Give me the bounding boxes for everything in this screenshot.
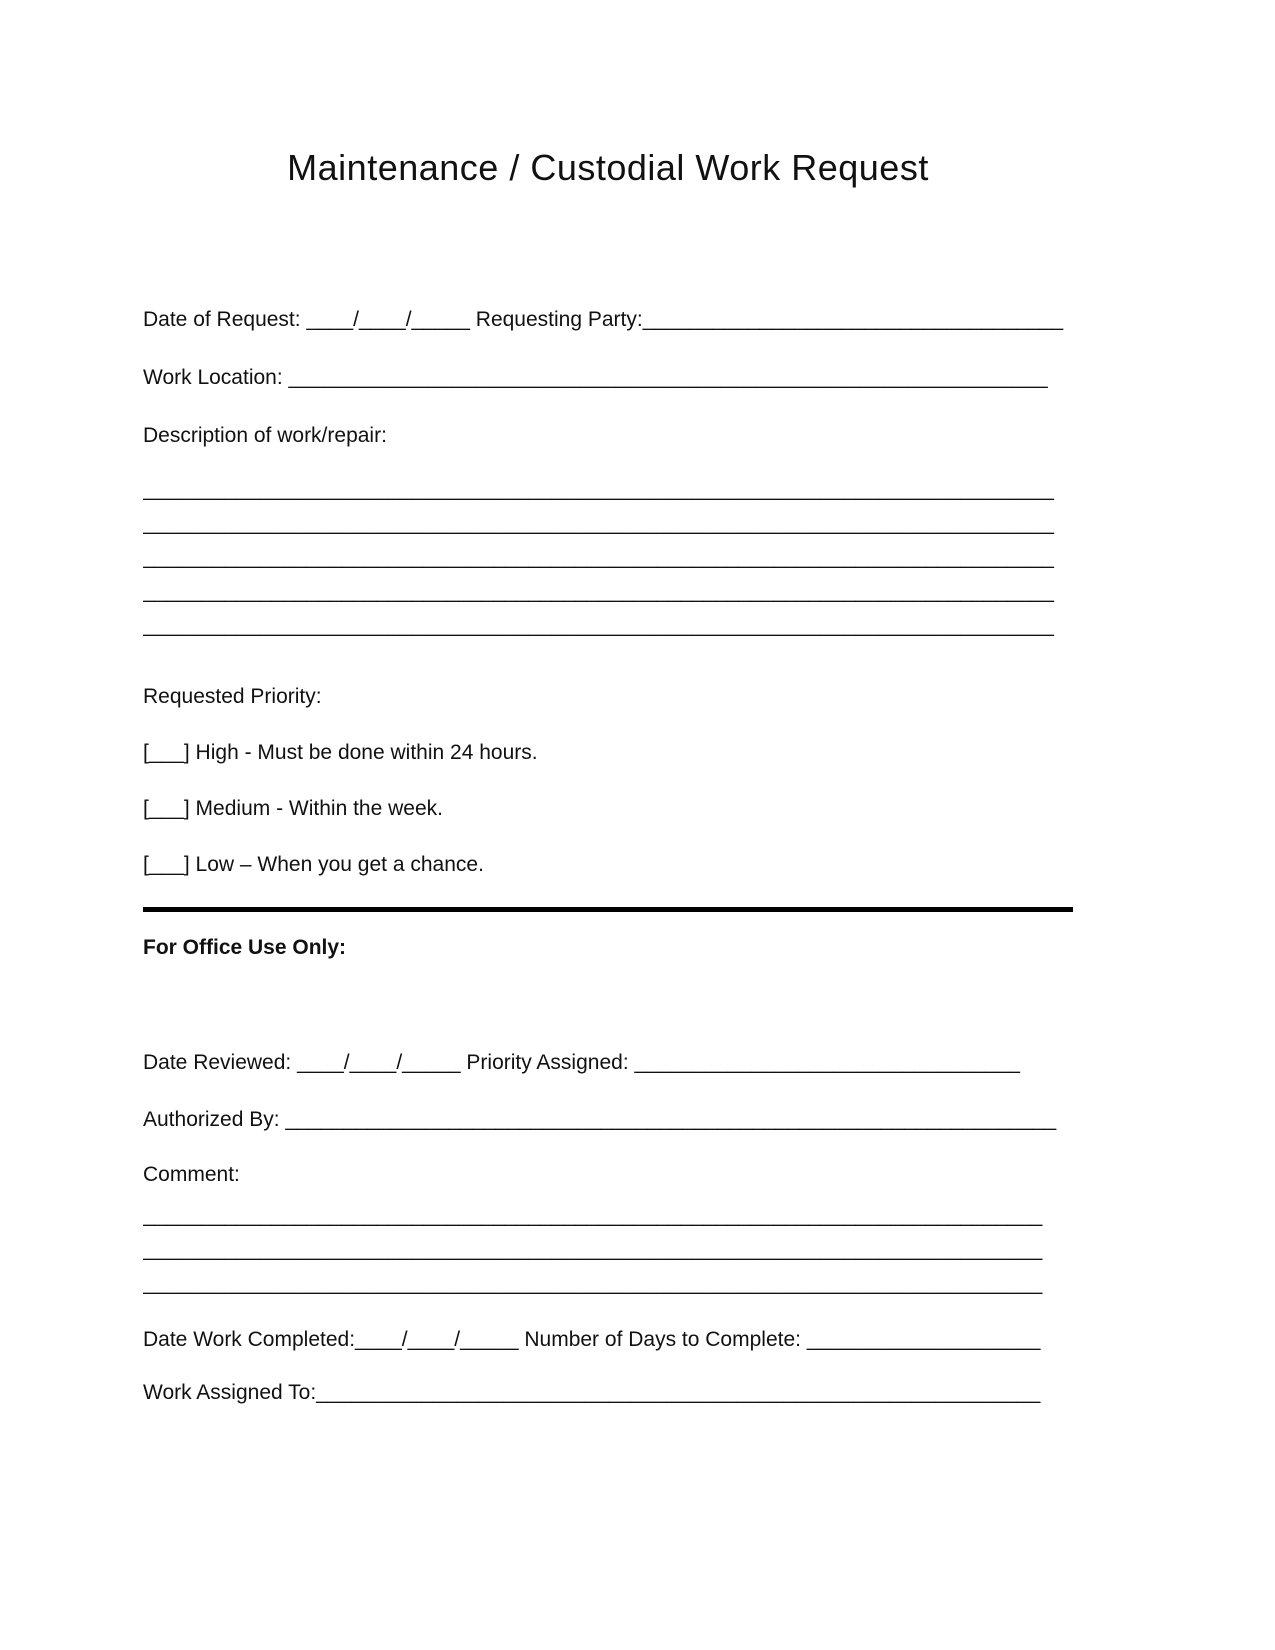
- priority-option-medium: [143, 795, 1073, 823]
- work-location-label: Work Location:: [143, 366, 289, 389]
- description-label: Description of work/repair:: [143, 424, 387, 447]
- priority-low-checkbox[interactable]: [___]: [143, 853, 190, 876]
- authorized-by-blank[interactable]: __________________________________________________________________: [285, 1108, 1057, 1131]
- priority-high-checkbox[interactable]: [___]: [143, 741, 190, 764]
- priority-assigned-label: Priority Assigned:: [460, 1051, 635, 1074]
- date-work-completed-label: Date Work Completed:: [143, 1328, 356, 1351]
- date-of-request-line: [143, 306, 1073, 334]
- priority-high-label: High - Must be done within 24 hours.: [189, 741, 538, 764]
- comment-label-line: [143, 1161, 1073, 1189]
- description-blank-line[interactable]: ______________________________________________________________________________: [143, 546, 1054, 569]
- description-blank-line[interactable]: ______________________________________________________________________________: [143, 512, 1054, 535]
- priority-low-label: Low – When you get a chance.: [189, 853, 484, 876]
- work-location-blank[interactable]: _________________________________________________________________: [288, 366, 1048, 389]
- work-location-line: [143, 364, 1073, 392]
- description-blank-line[interactable]: ______________________________________________________________________________: [143, 478, 1054, 501]
- requested-priority-heading: Requested Priority:: [143, 685, 322, 708]
- comment-label: Comment:: [143, 1163, 240, 1186]
- date-work-completed-blank[interactable]: ____/____/_____: [355, 1328, 519, 1351]
- date-work-completed-line: [143, 1326, 1073, 1354]
- comment-fill-area: [143, 1199, 1073, 1301]
- date-of-request-label: Date of Request:: [143, 308, 307, 331]
- authorized-by-line: [143, 1106, 1073, 1134]
- priority-medium-checkbox[interactable]: [___]: [143, 797, 190, 820]
- priority-option-low: [143, 851, 1073, 879]
- authorized-by-label: Authorized By:: [143, 1108, 286, 1131]
- comment-blank-line[interactable]: _____________________________________________________________________________: [143, 1204, 1043, 1227]
- description-fill-area: [143, 473, 1073, 643]
- days-to-complete-blank[interactable]: ____________________: [806, 1328, 1041, 1351]
- description-label-line: [143, 422, 1073, 450]
- description-blank-line[interactable]: ______________________________________________________________________________: [143, 580, 1054, 603]
- priority-medium-label: Medium - Within the week.: [189, 797, 443, 820]
- comment-blank-line[interactable]: _____________________________________________________________________________: [143, 1238, 1043, 1261]
- date-reviewed-blank[interactable]: ____/____/_____: [297, 1051, 461, 1074]
- description-blank-line[interactable]: ______________________________________________________________________________: [143, 614, 1054, 637]
- work-assigned-to-line: [143, 1379, 1073, 1407]
- work-assigned-to-blank[interactable]: ______________________________________________________________: [316, 1381, 1041, 1404]
- comment-blank-line[interactable]: _____________________________________________________________________________: [143, 1272, 1043, 1295]
- date-reviewed-line: [143, 1049, 1073, 1077]
- priority-assigned-blank[interactable]: _________________________________: [634, 1051, 1020, 1074]
- work-assigned-to-label: Work Assigned To:: [143, 1381, 317, 1404]
- days-to-complete-label: Number of Days to Complete:: [518, 1328, 807, 1351]
- form-title: Maintenance / Custodial Work Request: [287, 147, 929, 188]
- requesting-party-blank[interactable]: ____________________________________: [642, 308, 1064, 331]
- priority-option-high: [143, 739, 1073, 767]
- office-use-only-heading: For Office Use Only:: [143, 936, 347, 959]
- date-of-request-blank[interactable]: ____/____/_____: [306, 308, 470, 331]
- requesting-party-label: Requesting Party:: [469, 308, 643, 331]
- section-divider-rule: [143, 907, 1073, 912]
- date-reviewed-label: Date Reviewed:: [143, 1051, 298, 1074]
